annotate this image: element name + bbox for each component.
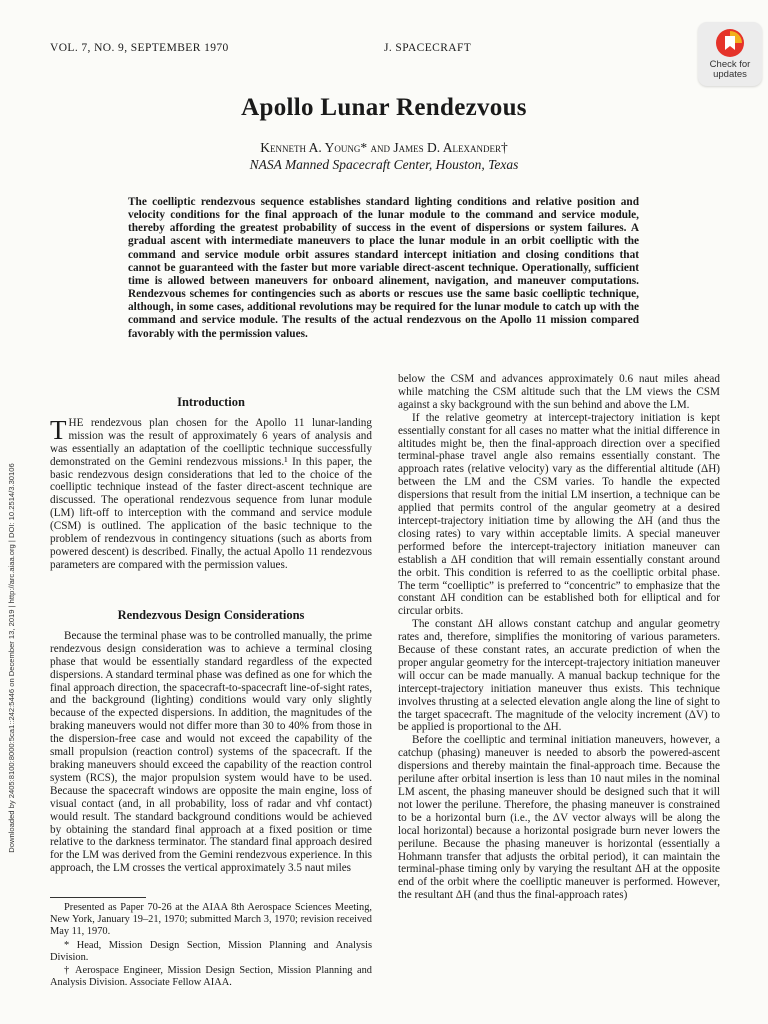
running-header-journal: VOL. 7, NO. 9, SEPTEMBER 1970 bbox=[50, 42, 229, 54]
right-paragraph-1: below the CSM and advances approximately 0.6 naut miles ahead while matching the CSM altitude such that the LM views the CSM against a sky background with the sun behind and above the LM. bbox=[398, 373, 720, 411]
author-list: Kenneth A. Young* and James D. Alexander† bbox=[260, 140, 508, 155]
right-paragraph-2: If the relative geometry at intercept-trajectory initiation is kept essentially constant for all cases no matter what the initial difference in altitudes might be, then the final-approach direction over a specified terminal-phase travel angle also remains essentially constant. The approach rates (relative velocity) vary as the differential altitude (ΔH) between the LM and the CSM varies. To handle the expected dispersions that result from the initial LM insertion, a technique can be applied that permits control of the angular geometry at a desired intercept-trajectory initiation time by allowing the ΔH (and thus the closing rates) to vary within acceptable limits. A special maneuver performed before the intercept-trajectory initiation maneuver can establish a ΔH condition that will remain essentially constant around the orbit. This condition is referred to as the coelliptic orbital phase. The term “coelliptic” is preferred to “concentric” to emphasize that the constant ΔH condition can be established both for elliptical and for circular orbits. bbox=[398, 411, 720, 618]
drop-cap: T bbox=[50, 414, 67, 445]
footnote-author-1: * Head, Mission Design Section, Mission Planning and Analysis Division. bbox=[50, 939, 372, 963]
introduction-section bbox=[50, 396, 372, 572]
right-paragraph-4: Before the coelliptic and terminal initiation maneuvers, however, a catchup (phasing) maneuver is needed to absorb the powered-ascent dispersions and thereby maintain the final-approach time. Because the perilune after orbital insertion is less than 10 naut miles in the nominal LM ascent, the phasing maneuver should be designed such that it will not lower the perilune. Therefore, the phasing maneuver is constrained to be a horizontal burn (i.e., the ΔV vector always will be along the local horizontal) because a horizontal posigrade burn never lowers the perilune. Because the phasing maneuver is horizontal (essentially a Hohmann transfer that adjusts the orbital period), it can maintain the terminal-phase timing only by varying the resultant ΔH at the opposite end of the orbit where the coelliptic maneuver is performed. However, the resultant ΔH (and thus the final-approach rates) bbox=[398, 734, 720, 902]
paper-title: Apollo Lunar Rendezvous bbox=[241, 94, 527, 121]
bookmark-icon bbox=[715, 28, 745, 58]
affiliation: NASA Manned Spacecraft Center, Houston, Texas bbox=[249, 157, 519, 172]
abstract: The coelliptic rendezvous sequence establishes standard lighting conditions and relative position and velocity conditions for the final approach of the lunar module to the command and service module, thereby affording the greatest probability of success in the event of dispersions or system failures. A gradual ascent with intermediate maneuvers to place the lunar module in an orbit coelliptic with the command and service module orbit assures standard intercept initiation and closing conditions that cannot be guaranteed with the faster but more variable direct-ascent technique. Operationally, sufficient time is allowed between maneuvers for onboard alinement, navigation, and maneuver computations. Rendezvous schemes for contingencies such as aborts or rescues use the same basic coelliptic technique, although, in some cases, additional revolutions may be required for the lunar module to catch up with the command and service module. The results of the actual rendezvous on the Apollo 11 mission compared favorably with the permission values. bbox=[128, 196, 639, 340]
right-column bbox=[398, 373, 720, 902]
right-paragraph-3: The constant ΔH allows constant catchup and angular geometry rates and, therefore, simplifies the monitoring of various parameters. Because of these constant rates, an accurate prediction of when the proper angular geometry for the intercept-trajectory initiation maneuver will occur can be made manually. A manual backup technique for the intercept-trajectory initiation maneuver thus exists. This technique involves thrusting at a selected elevation angle along the line of sight to the target spacecraft. The magnitude of the velocity increment (ΔV) to be applied is proportional to the ΔH. bbox=[398, 618, 720, 734]
design-section bbox=[50, 609, 372, 875]
running-header-title: J. SPACECRAFT bbox=[384, 42, 472, 54]
download-watermark: Downloaded by 2405:8100:8000:5ca1::242:5446 on December 13, 2019 | http://arc.aiaa.org | DOI: 10.2514/3.30106 bbox=[7, 463, 16, 853]
design-paragraph: Because the terminal phase was to be controlled manually, the prime rendezvous design consideration was to achieve a terminal closing phase that would be essentially standard regardless of the expected dispersions. A standard terminal phase was defined as one for which the final approach direction, the spacecraft-to-spacecraft line-of-sight rates, and the background (lighting) conditions would vary only slightly because of the expected dispersions. In addition, the magnitudes of the braking maneuvers would not differ more than 30 to 40% from those in the dispersion-free case and would not exceed the capability of the small propulsion (reaction control) systems of the spacecraft. If the braking maneuvers should exceed the capability of the reaction control system (RCS), the major propulsion system would have to be used. Because the spacecraft windows are opposite the main engine, loss of visual contact (and, in all probability, loss of radar and vhf contact) would result. The standard background conditions would be achieved by obtaining the standard final approach at a fixed position or time relative to the darkness terminator. The standard final approach desired for the LM was derived from the Gemini rendezvous experience. In this approach, the LM crosses the vertical approximately 3.5 naut miles bbox=[50, 629, 372, 875]
footnote-rule bbox=[50, 897, 146, 898]
check-for-updates-badge[interactable] bbox=[698, 22, 762, 86]
design-heading: Rendezvous Design Considerations bbox=[117, 608, 305, 622]
footnote-presented: Presented as Paper 70-26 at the AIAA 8th Aerospace Sciences Meeting, New York, January 19–21, 1970; submitted March 3, 1970; revision received May 11, 1970. bbox=[50, 902, 372, 938]
footnote-author-2: † Aerospace Engineer, Mission Design Section, Mission Planning and Analysis Division. Associate Fellow AIAA. bbox=[50, 965, 372, 989]
badge-label: Check for updates bbox=[709, 59, 751, 80]
introduction-paragraph bbox=[50, 414, 372, 572]
introduction-text: HE rendezvous plan chosen for the Apollo 11 lunar-landing mission was the result of approximately 6 years of analysis and was essentially an adaptation of the coelliptic technique successfully demonstrated on the Gemini rendezvous missions.¹ In this paper, the basic rendezvous design considerations that led to the choice of the coelliptic technique instead of the faster direct-ascent technique are discussed. The operational rendezvous sequence from lunar module (LM) lift-off to interception with the command and service module (CSM) is outlined. The application of the basic technique to the problem of rendezvous in contingency situations (such as aborts from powered descent) is described. Finally, the actual Apollo 11 rendezvous parameters are compared with the permission values. bbox=[50, 416, 372, 571]
introduction-heading: Introduction bbox=[177, 395, 245, 409]
footnotes bbox=[50, 902, 372, 990]
